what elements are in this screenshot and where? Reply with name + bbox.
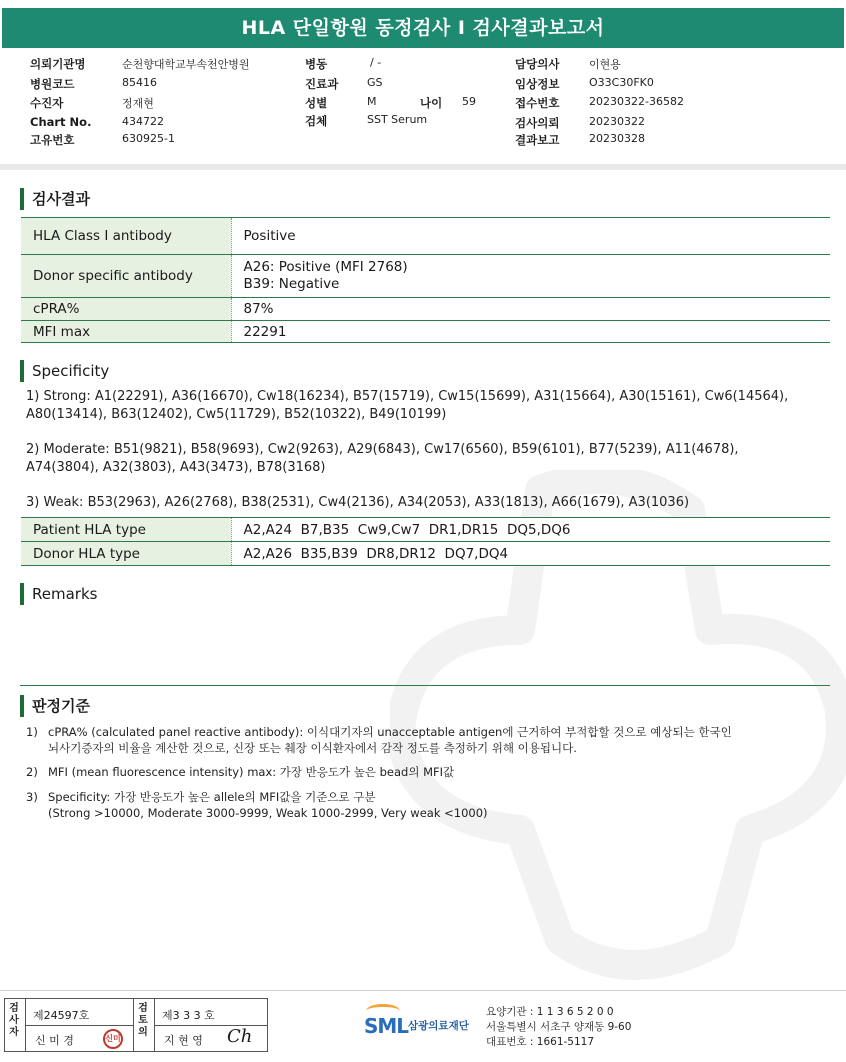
info-value: 순천향대학교부속천안병원 (122, 58, 250, 71)
tester-label-text: 검사자 (9, 1003, 19, 1038)
dsa-line-1: A26: Positive (MFI 2768) (243, 259, 408, 275)
info-label: 성별 (305, 96, 328, 110)
result-value: Positive (231, 218, 830, 255)
divider (0, 164, 846, 170)
criteria-item (26, 764, 816, 780)
checker-label-text: 검토의 (138, 1003, 148, 1038)
table-row (21, 518, 830, 542)
criteria-text-cont: (Strong >10000, Moderate 3000-9999, Weak 1000-2999, Very weak <1000) (48, 806, 488, 820)
checker-license-no: 제3 3 3 호 (162, 1009, 215, 1022)
info-label: Chart No. (30, 115, 92, 129)
result-key: Donor specific antibody (21, 255, 231, 298)
result-value (231, 255, 830, 298)
specificity-weak: 3) Weak: B53(2963), A26(2768), B38(2531), Cw4(2136), A34(2053), A33(1813), A66(1679), A3(1036) (26, 495, 690, 510)
info-value: 630925-1 (122, 132, 175, 145)
info-value: GS (367, 76, 383, 89)
info-label: 고유번호 (30, 133, 75, 147)
info-value: / - (370, 56, 382, 69)
tester-name: 신 미 경 (35, 1034, 74, 1047)
lab-phone: 대표번호 : 1661-5117 (486, 1036, 595, 1048)
dsa-line-2: B39: Negative (243, 276, 340, 292)
info-value: 434722 (122, 115, 164, 128)
criteria-item (26, 789, 816, 821)
criteria-item (26, 724, 816, 756)
logo-name: 삼광의료재단 (408, 1020, 469, 1032)
info-label: 진료과 (305, 77, 339, 91)
criteria-num: 2) (26, 765, 38, 779)
result-key: MFI max (21, 321, 231, 343)
results-table (21, 217, 830, 343)
tester-license-no: 제24597호 (33, 1009, 90, 1022)
divider (0, 990, 846, 991)
info-value: 85416 (122, 76, 157, 89)
criteria-num: 1) (26, 725, 38, 739)
criteria-text: MFI (mean fluorescence intensity) max: 가장 반응도가 높은 bead의 MFI값 (48, 765, 455, 779)
info-label: 접수번호 (515, 96, 560, 110)
result-value: 87% (231, 298, 830, 321)
info-label: 임상정보 (515, 77, 560, 91)
tester-label (5, 999, 23, 1051)
section-heading-results: 검사결과 (20, 188, 90, 210)
table-row (21, 321, 830, 343)
info-value: 20230322-36582 (589, 95, 684, 108)
info-label: 나이 (420, 96, 443, 110)
info-label: 담당의사 (515, 57, 560, 71)
hla-key: Donor HLA type (21, 542, 231, 566)
lab-code: 요양기관 : 1 1 3 6 5 2 0 0 (486, 1006, 614, 1018)
divider (20, 685, 830, 686)
divider (25, 1025, 133, 1026)
criteria-text: cPRA% (calculated panel reactive antibody): 이식대기자의 unacceptable antigen에 근거하여 부적합할 것으로 예상되는 한국인 (48, 725, 732, 739)
checker-name: 지 현 영 (164, 1034, 203, 1047)
info-value: O33C30FK0 (589, 76, 654, 89)
hla-value: A2,A26 B35,B39 DR8,DR12 DQ7,DQ4 (231, 542, 830, 566)
info-value: SST Serum (367, 113, 428, 126)
info-label: 병원코드 (30, 77, 75, 91)
logo-mark: SML (364, 1014, 409, 1038)
section-heading-remarks: Remarks (20, 583, 97, 605)
info-value: 정재현 (122, 97, 154, 110)
checker-label (134, 999, 152, 1051)
info-label: 수진자 (30, 96, 64, 110)
hla-value: A2,A24 B7,B35 Cw9,Cw7 DR1,DR15 DQ5,DQ6 (231, 518, 830, 542)
section-heading-specificity: Specificity (20, 360, 109, 382)
table-row (21, 298, 830, 321)
info-value: 20230328 (589, 132, 645, 145)
criteria-num: 3) (26, 790, 38, 804)
table-row (21, 218, 830, 255)
hla-key: Patient HLA type (21, 518, 231, 542)
table-row (21, 542, 830, 566)
info-label: 검사의뢰 (515, 116, 560, 130)
result-value: 22291 (231, 321, 830, 343)
criteria-text: Specificity: 가장 반응도가 높은 allele의 MFI값을 기준으로 구분 (48, 790, 376, 804)
hla-type-table (21, 517, 830, 566)
table-row (21, 255, 830, 298)
result-key: HLA Class I antibody (21, 218, 231, 255)
info-value: 이현용 (589, 58, 621, 71)
info-label: 의뢰기관명 (30, 57, 86, 71)
signature-box (4, 998, 268, 1052)
info-label: 결과보고 (515, 133, 560, 147)
tester-seal: 신미 (103, 1029, 123, 1049)
info-value: 59 (462, 95, 476, 108)
section-heading-criteria: 판정기준 (20, 695, 90, 717)
info-value: 20230322 (589, 115, 645, 128)
specificity-strong: 1) Strong: A1(22291), A36(16670), Cw18(16234), B57(15719), Cw15(15699), A31(15664), A30(15161), Cw6(14564), A80(13414), B63(12402), Cw5(11729), B52(10322), B49(10199) (26, 389, 789, 422)
criteria-text-cont: 뇌사기증자의 비율을 계산한 것으로, 신장 또는 췌장 이식환자에서 감작 정도를 측정하기 위해 이용됩니다. (48, 741, 577, 755)
specificity-moderate: 2) Moderate: B51(9821), B58(9693), Cw2(9263), A29(6843), Cw17(6560), B59(6101), B77(5239), A11(4678), A74(3804), A32(3803), A43(3473), B78(3168) (26, 442, 739, 475)
info-value: M (367, 95, 377, 108)
info-label: 병동 (305, 57, 328, 71)
checker-signature: Ch (227, 1026, 253, 1047)
info-label: 검체 (305, 114, 328, 128)
lab-address: 서울특별시 서초구 양재동 9-60 (486, 1021, 632, 1033)
report-title: HLA 단일항원 동정검사 I 검사결과보고서 (2, 8, 844, 48)
result-key: cPRA% (21, 298, 231, 321)
lab-info (486, 1005, 631, 1050)
lab-logo (364, 1004, 484, 1044)
